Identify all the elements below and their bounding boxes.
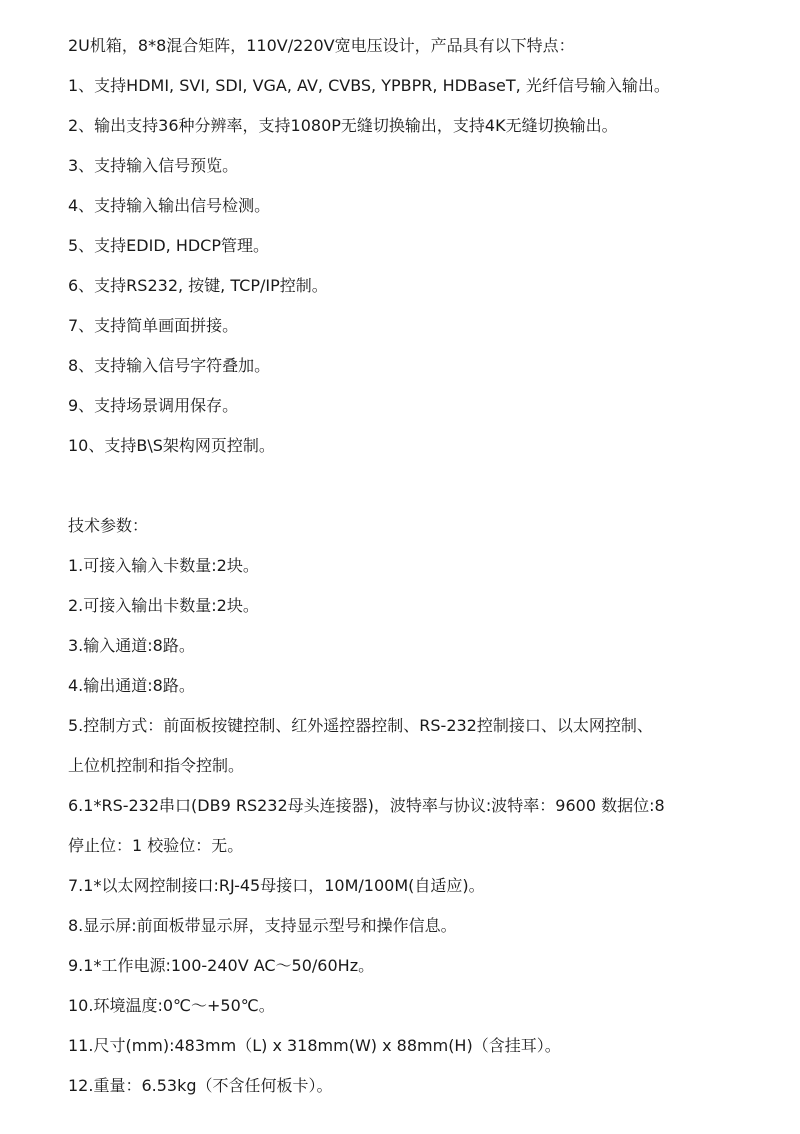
feature-item: 8、支持输入信号字符叠加。 (68, 356, 271, 375)
feature-item: 1、支持HDMI, SVI, SDI, VGA, AV, CVBS, YPBPR, HDBaseT, 光纤信号输入输出。 (68, 76, 670, 95)
spec-line: 7.1*以太网控制接口:RJ-45母接口，10M/100M(自适应)。 (68, 876, 485, 895)
spec-line: 9.1*工作电源:100-240V AC～50/60Hz。 (68, 956, 375, 975)
feature-item: 10、支持B\S架构网页控制。 (68, 436, 275, 455)
feature-item: 3、支持输入信号预览。 (68, 156, 239, 175)
spec-line: 3.输入通道:8路。 (68, 636, 195, 655)
feature-item: 6、支持RS232, 按键, TCP/IP控制。 (68, 276, 328, 295)
document-body (68, 36, 780, 1116)
features-intro: 2U机箱，8*8混合矩阵，110V/220V宽电压设计，产品具有以下特点： (68, 36, 575, 55)
spec-line: 12.重量：6.53kg（不含任何板卡）。 (68, 1076, 333, 1095)
spec-line: 上位机控制和指令控制。 (68, 756, 245, 775)
feature-item: 5、支持EDID, HDCP管理。 (68, 236, 269, 255)
spec-line: 11.尺寸(mm):483mm（L) x 318mm(W) x 88mm(H)（含挂耳）。 (68, 1036, 561, 1055)
specs-heading: 技术参数： (68, 516, 149, 535)
spec-line: 2.可接入输出卡数量:2块。 (68, 596, 259, 615)
section-spacer (68, 476, 780, 516)
spec-line: 停止位：1 校验位：无。 (68, 836, 244, 855)
spec-line: 10.环境温度:0℃～+50℃。 (68, 996, 275, 1015)
spec-line: 6.1*RS-232串口(DB9 RS232母头连接器)，波特率与协议:波特率：9600 数据位:8 (68, 796, 665, 815)
feature-item: 2、输出支持36种分辨率，支持1080P无缝切换输出，支持4K无缝切换输出。 (68, 116, 618, 135)
feature-item: 9、支持场景调用保存。 (68, 396, 239, 415)
spec-line: 5.控制方式：前面板按键控制、红外遥控器控制、RS-232控制接口、以太网控制、 (68, 716, 653, 735)
spec-line: 1.可接入输入卡数量:2块。 (68, 556, 259, 575)
feature-item: 4、支持输入输出信号检测。 (68, 196, 271, 215)
feature-item: 7、支持简单画面拼接。 (68, 316, 239, 335)
spec-line: 4.输出通道:8路。 (68, 676, 195, 695)
spec-line: 8.显示屏:前面板带显示屏，支持显示型号和操作信息。 (68, 916, 457, 935)
